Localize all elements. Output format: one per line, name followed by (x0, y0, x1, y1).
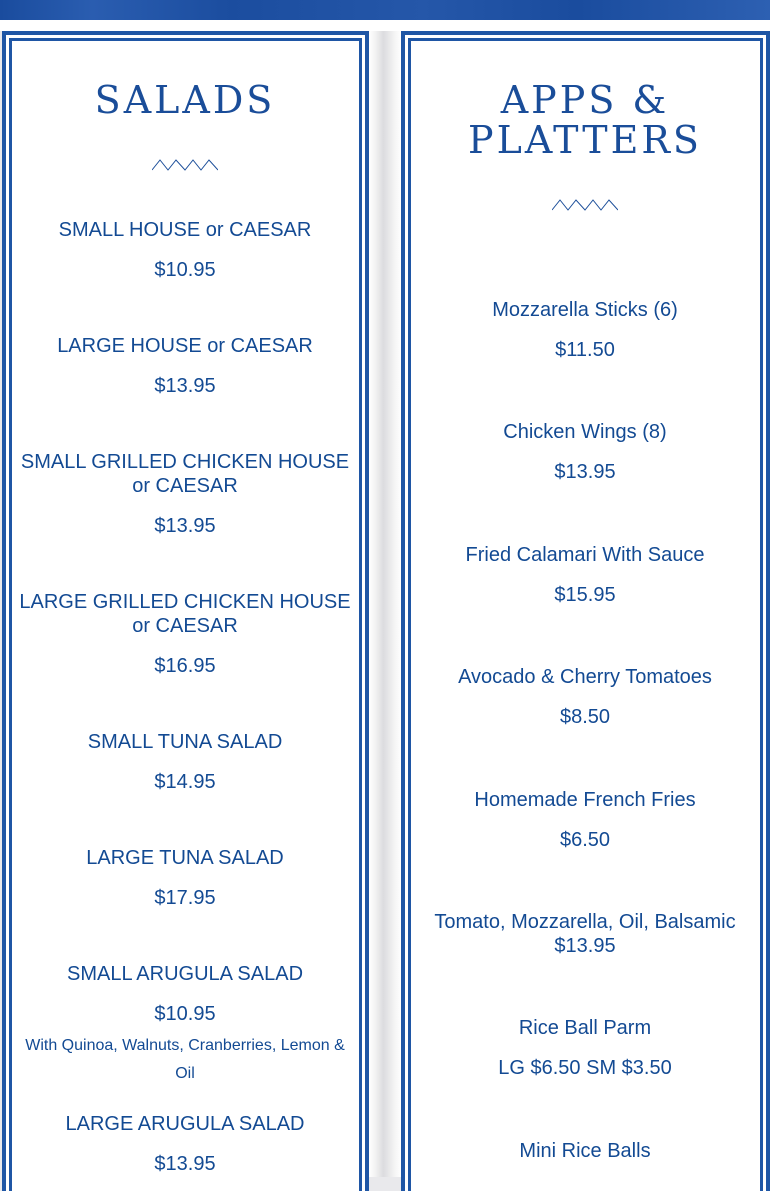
menu-item (414, 665, 756, 729)
menu-item (414, 1139, 756, 1163)
menu-item (14, 450, 356, 538)
item-name: LARGE GRILLED CHICKEN HOUSE or CAESAR (19, 591, 351, 637)
item-price: $16.95 (154, 655, 216, 677)
zigzag-divider-icon (152, 158, 218, 172)
panel-gutter (369, 31, 401, 1177)
menu-item (14, 590, 356, 678)
menu-item (408, 910, 762, 958)
menu-item (22, 730, 348, 794)
item-price: $13.95 (154, 515, 216, 537)
item-note: With Quinoa, Walnuts, Cranberries, Lemon & Oil (25, 1037, 345, 1082)
item-price: $13.95 (154, 1153, 216, 1175)
top-banner-edge (0, 20, 770, 31)
item-price: $6.50 (559, 829, 611, 851)
menu-item (414, 1016, 756, 1080)
item-name: LARGE HOUSE or CAESAR (57, 335, 313, 357)
menu-item (414, 543, 756, 607)
item-price: $10.95 (154, 259, 216, 281)
top-banner (0, 0, 770, 20)
apps-heading-line2: PLATTERS (468, 118, 702, 162)
salads-heading: SALADS (94, 78, 276, 122)
item-name: Tomato, Mozzarella, Oil, Balsamic (434, 911, 736, 933)
item-name: Mini Rice Balls (519, 1140, 651, 1162)
item-name: SMALL HOUSE or CAESAR (58, 219, 312, 241)
item-price: $13.95 (554, 935, 616, 957)
item-name: Mozzarella Sticks (6) (492, 299, 678, 321)
item-price: $10.95 (154, 1003, 216, 1025)
menu-item (22, 334, 348, 398)
item-name: SMALL TUNA SALAD (87, 731, 283, 753)
item-name: Fried Calamari With Sauce (465, 544, 705, 566)
menu-item (22, 846, 348, 910)
item-price: $11.50 (555, 339, 615, 361)
item-name: SMALL GRILLED CHICKEN HOUSE or CAESAR (20, 451, 350, 497)
item-price: LG $6.50 SM $3.50 (498, 1057, 672, 1079)
item-price: $15.95 (554, 584, 616, 606)
item-name: LARGE ARUGULA SALAD (65, 1113, 305, 1135)
item-name: LARGE TUNA SALAD (86, 847, 284, 869)
zigzag-divider-icon (552, 198, 618, 212)
item-name: Avocado & Cherry Tomatoes (458, 666, 712, 688)
item-name: Rice Ball Parm (518, 1017, 652, 1039)
menu-item (414, 298, 756, 362)
item-name: Homemade French Fries (474, 789, 696, 811)
item-name: SMALL ARUGULA SALAD (66, 963, 304, 985)
item-price: $13.95 (554, 461, 616, 483)
menu-item (414, 420, 756, 484)
apps-heading-line1: APPS & (500, 78, 670, 122)
item-price: $17.95 (154, 887, 216, 909)
menu-item (414, 788, 756, 852)
item-price: $8.50 (559, 706, 611, 728)
menu-item (22, 218, 348, 282)
item-price: $14.95 (154, 771, 216, 793)
item-name: Chicken Wings (8) (503, 421, 667, 443)
item-price: $13.95 (154, 375, 216, 397)
menu-item (22, 1112, 348, 1176)
menu-item (18, 962, 352, 1088)
